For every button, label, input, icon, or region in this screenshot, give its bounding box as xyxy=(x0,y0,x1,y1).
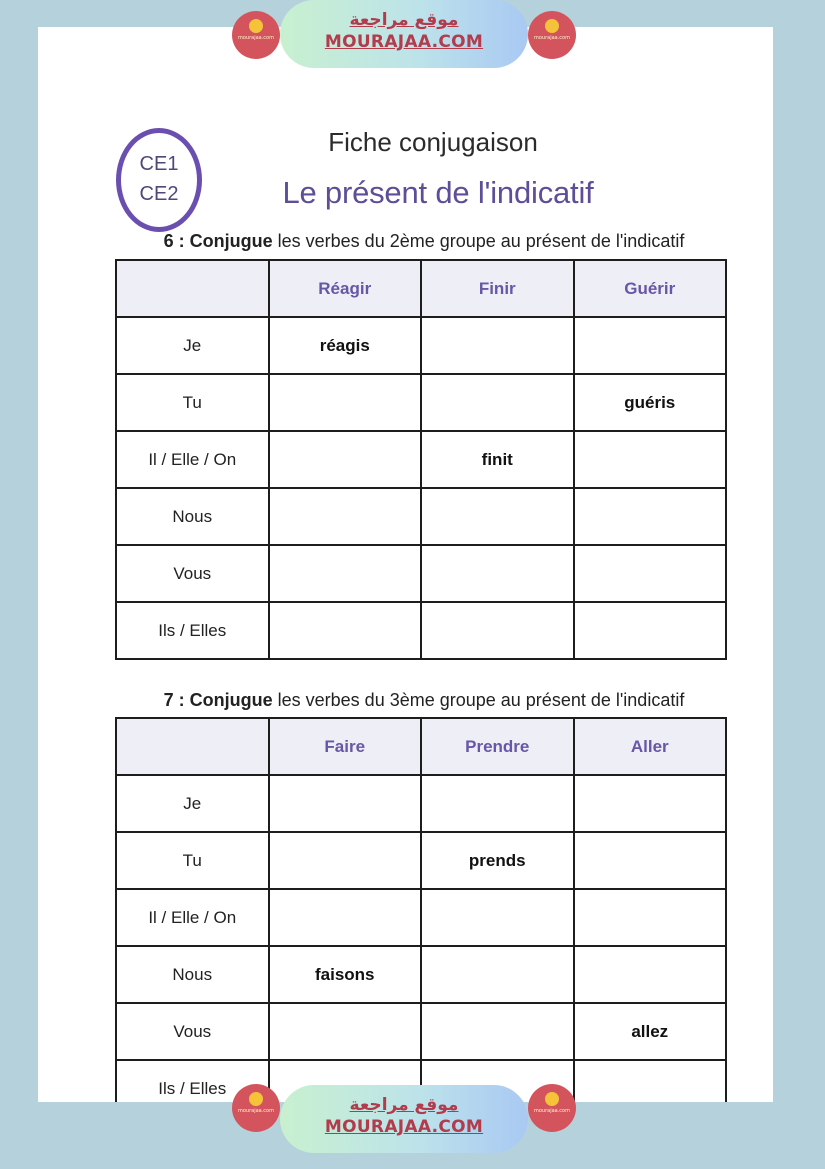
verb-header: Finir xyxy=(421,260,574,317)
verb-header: Aller xyxy=(574,718,727,775)
table-row xyxy=(116,775,726,832)
pronoun-cell: Nous xyxy=(116,946,269,1003)
exercise-number: 7 : Conjugue xyxy=(163,690,273,710)
verb-header: Faire xyxy=(269,718,422,775)
site-logo-icon: mourajaa.com xyxy=(232,11,280,59)
level-ce1: CE1 xyxy=(139,153,179,175)
exercise-7-table xyxy=(115,717,727,1102)
answer-cell[interactable] xyxy=(421,545,574,602)
header-empty-cell xyxy=(116,260,269,317)
pronoun-cell: Ils / Elles xyxy=(116,1060,269,1102)
pronoun-cell: Il / Elle / On xyxy=(116,889,269,946)
pronoun-cell: Tu xyxy=(116,832,269,889)
exercise-6-table xyxy=(115,259,727,660)
site-name-arabic: موقع مراجعة xyxy=(349,1095,459,1115)
table-row xyxy=(116,889,726,946)
answer-cell[interactable]: allez xyxy=(574,1003,727,1060)
answer-cell[interactable]: prends xyxy=(421,832,574,889)
answer-cell[interactable] xyxy=(574,946,727,1003)
table-row xyxy=(116,545,726,602)
answer-cell[interactable] xyxy=(421,602,574,659)
answer-cell[interactable] xyxy=(574,488,727,545)
table-row xyxy=(116,946,726,1003)
site-logo-icon: mourajaa.com xyxy=(528,11,576,59)
table-row xyxy=(116,374,726,431)
answer-cell[interactable] xyxy=(574,775,727,832)
page-subtitle: Le présent de l'indicatif xyxy=(282,175,594,210)
verb-header: Guérir xyxy=(574,260,727,317)
answer-cell[interactable] xyxy=(574,431,727,488)
answer-cell[interactable]: faisons xyxy=(269,946,422,1003)
answer-cell[interactable] xyxy=(421,317,574,374)
answer-cell[interactable] xyxy=(269,545,422,602)
answer-cell[interactable] xyxy=(421,946,574,1003)
pronoun-cell: Vous xyxy=(116,545,269,602)
answer-cell[interactable]: réagis xyxy=(269,317,422,374)
table-row xyxy=(116,317,726,374)
answer-cell[interactable] xyxy=(269,374,422,431)
table-row xyxy=(116,488,726,545)
pronoun-cell: Il / Elle / On xyxy=(116,431,269,488)
answer-cell[interactable] xyxy=(574,317,727,374)
table-row xyxy=(116,832,726,889)
answer-cell[interactable] xyxy=(574,1060,727,1102)
table-header-row xyxy=(116,260,726,317)
exercise-text: les verbes du 3ème groupe au présent de l'indicatif xyxy=(272,690,685,710)
level-badge xyxy=(116,128,202,232)
site-logo-icon: mourajaa.com xyxy=(232,1084,280,1132)
exercise-6-instruction xyxy=(114,231,734,252)
answer-cell[interactable] xyxy=(269,832,422,889)
site-name-arabic: موقع مراجعة xyxy=(349,10,459,30)
table-row xyxy=(116,1003,726,1060)
answer-cell[interactable] xyxy=(269,775,422,832)
pronoun-cell: Nous xyxy=(116,488,269,545)
answer-cell[interactable] xyxy=(421,488,574,545)
answer-cell[interactable] xyxy=(421,775,574,832)
header-empty-cell xyxy=(116,718,269,775)
answer-cell[interactable] xyxy=(269,889,422,946)
answer-cell[interactable] xyxy=(574,602,727,659)
answer-cell[interactable] xyxy=(421,889,574,946)
table-header-row xyxy=(116,718,726,775)
page-title: Fiche conjugaison xyxy=(328,127,538,157)
exercise-7-instruction xyxy=(114,690,734,711)
site-url: MOURAJAA.COM xyxy=(324,1117,484,1137)
answer-cell[interactable] xyxy=(269,1003,422,1060)
site-url: MOURAJAA.COM xyxy=(324,32,484,52)
answer-cell[interactable] xyxy=(421,374,574,431)
verb-header: Réagir xyxy=(269,260,422,317)
exercise-number: 6 : Conjugue xyxy=(163,231,273,251)
pronoun-cell: Vous xyxy=(116,1003,269,1060)
answer-cell[interactable] xyxy=(574,832,727,889)
table-row xyxy=(116,431,726,488)
verb-header: Prendre xyxy=(421,718,574,775)
pronoun-cell: Je xyxy=(116,775,269,832)
worksheet-page xyxy=(38,27,773,1102)
pronoun-cell: Ils / Elles xyxy=(116,602,269,659)
answer-cell[interactable] xyxy=(269,602,422,659)
answer-cell[interactable] xyxy=(269,431,422,488)
answer-cell[interactable] xyxy=(574,889,727,946)
answer-cell[interactable]: guéris xyxy=(574,374,727,431)
level-ce2: CE2 xyxy=(139,183,179,205)
exercise-text: les verbes du 2ème groupe au présent de l'indicatif xyxy=(272,231,685,251)
site-banner[interactable] xyxy=(280,0,528,68)
answer-cell[interactable] xyxy=(269,488,422,545)
answer-cell[interactable] xyxy=(574,545,727,602)
site-banner[interactable] xyxy=(280,1085,528,1153)
table-row xyxy=(116,602,726,659)
pronoun-cell: Tu xyxy=(116,374,269,431)
answer-cell[interactable] xyxy=(421,1003,574,1060)
answer-cell[interactable]: finit xyxy=(421,431,574,488)
site-logo-icon: mourajaa.com xyxy=(528,1084,576,1132)
pronoun-cell: Je xyxy=(116,317,269,374)
